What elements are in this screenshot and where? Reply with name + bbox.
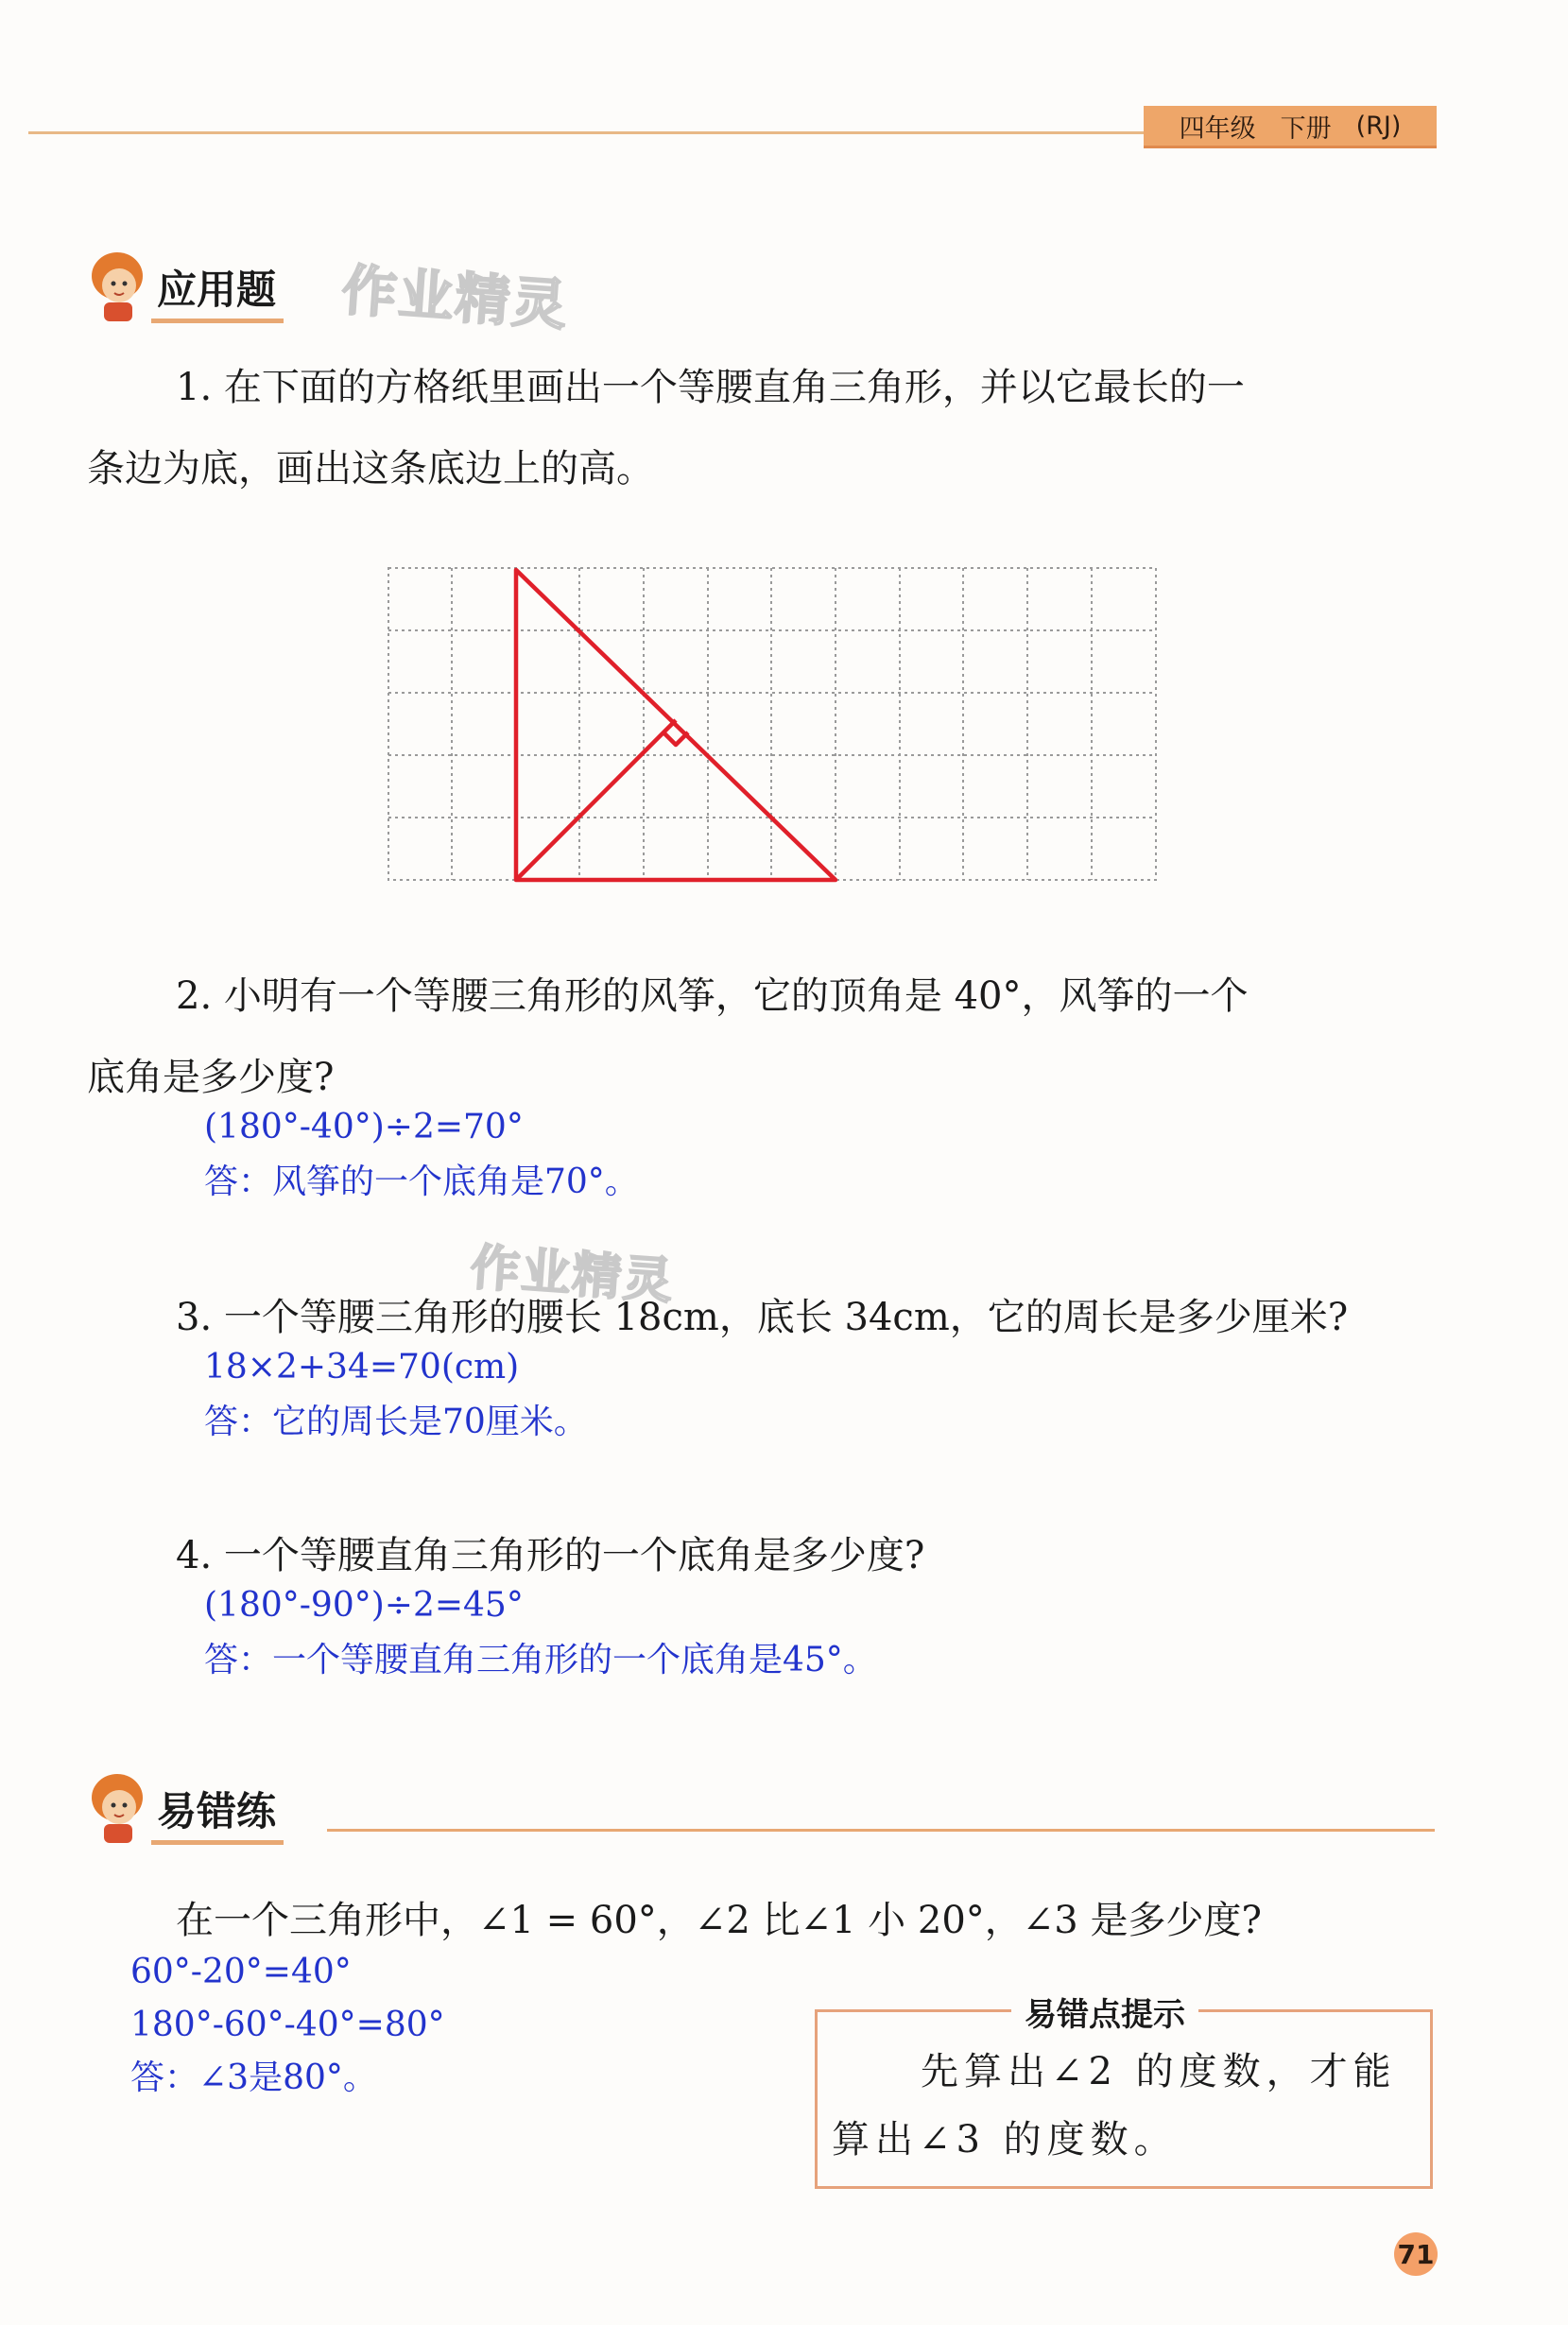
q4-answer: 答：一个等腰直角三角形的一个底角是45°。 xyxy=(204,1641,877,1679)
watermark: 作业精灵 xyxy=(468,1239,677,1311)
section-heading-applications xyxy=(83,248,284,323)
q2-calculation: (180°-40°)÷2=70° xyxy=(204,1108,524,1146)
grade-tab xyxy=(1144,106,1437,148)
watermark: 作业精灵 xyxy=(339,257,571,338)
q3-calculation: 18×2+34=70(cm) xyxy=(204,1348,520,1386)
mascot-icon xyxy=(83,248,151,323)
hint-line1: 先算出∠2 的度数，才能 xyxy=(921,2050,1397,2093)
hint-line2: 算出∠3 的度数。 xyxy=(832,2118,1178,2161)
q4-line1: 4. 一个等腰直角三角形的一个底角是多少度? xyxy=(176,1534,925,1577)
altitude-line xyxy=(516,720,676,880)
q5-answer: 答：∠3是80°。 xyxy=(130,2058,377,2097)
q5-calculation-1: 60°-20°=40° xyxy=(130,1953,352,1991)
q4-calculation: (180°-90°)÷2=45° xyxy=(204,1586,524,1625)
q1-line2: 条边为底，画出这条底边上的高。 xyxy=(87,447,654,491)
section-heading-error-practice xyxy=(83,1769,284,1845)
volume-label: 下册 xyxy=(1280,113,1332,144)
edition-label: (RJ) xyxy=(1355,111,1402,141)
right-angle-marker xyxy=(663,732,688,745)
grade-label: 四年级 xyxy=(1179,113,1256,144)
q3-answer: 答：它的周长是70厘米。 xyxy=(204,1403,588,1441)
q3-line1: 3. 一个等腰三角形的腰长 18cm，底长 34cm，它的周长是多少厘米? xyxy=(176,1296,1349,1339)
q5-calculation-2: 180°-60°-40°=80° xyxy=(130,2006,445,2044)
mascot-icon xyxy=(83,1769,151,1845)
q2-answer: 答：风筝的一个底角是70°。 xyxy=(204,1162,639,1201)
header-rule xyxy=(28,131,1163,134)
q2-line2: 底角是多少度? xyxy=(87,1056,335,1099)
q2-line1: 2. 小明有一个等腰三角形的风筝，它的顶角是 40°，风筝的一个 xyxy=(176,974,1249,1018)
dotted-grid xyxy=(388,568,1156,880)
section-title: 应用题 xyxy=(151,266,284,323)
section-title: 易错练 xyxy=(151,1787,284,1845)
grid-drawing xyxy=(378,558,1172,898)
section-rule xyxy=(327,1829,1435,1832)
hint-title: 易错点提示 xyxy=(1011,1989,1198,2035)
q1-line1: 1. 在下面的方格纸里画出一个等腰直角三角形，并以它最长的一 xyxy=(176,366,1245,409)
q5-line1: 在一个三角形中，∠1 = 60°，∠2 比∠1 小 20°，∠3 是多少度? xyxy=(176,1899,1262,1942)
page-number: 71 xyxy=(1394,2232,1438,2276)
